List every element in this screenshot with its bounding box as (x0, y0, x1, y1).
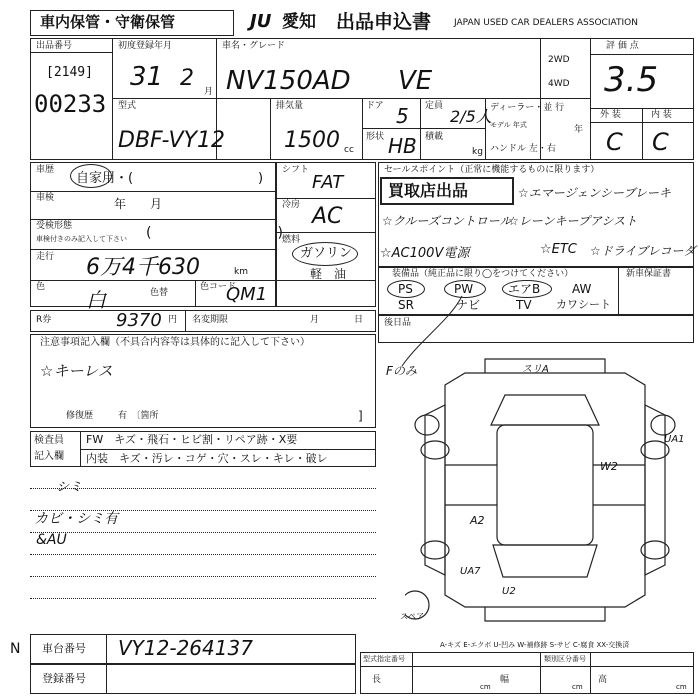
repair-value: 有 〔箇所 (118, 411, 159, 421)
dealer-label: ディーラー・並 行 (490, 103, 565, 113)
interior-label: 内 装 (651, 110, 672, 120)
equip-sr: SR (398, 298, 414, 312)
inspector-note-0: シミ (56, 480, 83, 495)
side-mark: N (10, 641, 21, 657)
color-code: QM1 (226, 284, 268, 305)
new-car-label: 新車保証書 (626, 269, 672, 279)
doors: 5 (396, 104, 409, 128)
shift-label: シフト (282, 165, 310, 175)
org-name-en: JAPAN USED CAR DEALERS ASSOCIATION (454, 18, 638, 28)
shape-label: 形状 (366, 132, 385, 142)
notes-value: ☆キーレス (40, 362, 113, 380)
mileage-label: 走行 (36, 252, 55, 262)
damage-mark-0: スリA (522, 364, 549, 375)
kg-unit: kg (472, 147, 483, 157)
height-cm: cm (676, 683, 687, 691)
car-history-value: 自家用・( (76, 171, 134, 186)
inspection-value: 年 月 (114, 197, 163, 211)
color-code-label: 色コード (200, 282, 237, 292)
sales-item-5: ☆ドライブレコーダ (590, 244, 696, 258)
name-grade-label: 車名・グレード (222, 41, 286, 51)
exterior-grade: C (606, 128, 623, 156)
inspector-row-2: 内装 キズ・汚レ・コゲ・穴・スレ・キレ・破レ (86, 452, 328, 465)
color-value: 白 (86, 288, 106, 312)
fuel-alt: 軽 油 (310, 267, 347, 281)
equip-navi: ナビ (456, 298, 481, 312)
year-unit: 年 (574, 125, 584, 135)
size-table (360, 652, 694, 694)
cooling-value: AC (312, 204, 343, 229)
lot-label: 出品番号 (36, 41, 73, 51)
lot-bracket: [2149] (46, 65, 93, 80)
capacity-label: 定員 (425, 101, 444, 111)
first-reg-year: 31 (130, 62, 164, 92)
tax-month: 月 (310, 315, 320, 325)
lot-number: 00233 (34, 90, 107, 118)
mileage-value: 6万4千630 (86, 255, 200, 280)
model-code: DBF-VY12 (118, 128, 226, 153)
month-unit: 月 (204, 87, 214, 97)
post-items-label: 後日品 (384, 318, 412, 328)
equip-aw: AW (572, 282, 592, 296)
tax-label: 名変期限 (192, 315, 229, 325)
displacement-label: 排気量 (276, 101, 304, 111)
equip-tv: TV (516, 298, 532, 312)
chassis-label: 車台番号 (42, 642, 86, 655)
maintenance-note: 車検付きのみ記入して下さい (36, 235, 127, 243)
interior-grade: C (652, 128, 669, 156)
reg-no-label: 登録番号 (42, 672, 86, 685)
repair-close: ] (358, 409, 363, 423)
ju-logo: JU (250, 11, 272, 32)
model-year-label: モデル 年式 (490, 121, 527, 129)
rating-score: 3.5 (604, 60, 659, 100)
storage-badge: 車内保管・守衛保管 (40, 13, 176, 31)
sales-item-0: ☆エマージェンシーブレーキ (518, 186, 671, 200)
repair-label: 修復歴 (66, 411, 94, 421)
maintenance-label: 受検形態 (36, 221, 73, 231)
exterior-label: 外 装 (600, 110, 621, 120)
equipment-note: Fのみ (386, 364, 417, 378)
handle-label: ハンドル 左・右 (490, 144, 556, 154)
rating-label: 評 価 点 (606, 41, 639, 51)
sales-highlight: 買取店出品 (388, 181, 469, 200)
inspector-label-2: 記入欄 (34, 451, 64, 462)
inspector-note-1: カビ・シミ有 (34, 511, 118, 527)
category-no-label: 類別区分番号 (544, 655, 586, 663)
recycle-label: R券 (36, 315, 52, 325)
shift-value: FAT (312, 172, 344, 193)
chassis-value: VY12-264137 (118, 636, 253, 660)
damage-mark-5: U2 (502, 586, 516, 597)
doors-label: ドア (366, 101, 384, 111)
damage-mark-4: UA7 (460, 566, 481, 577)
equipment-label: 装備品（純正品に限り◯をつけてください） (392, 269, 574, 279)
model-designation-label: 型式指定番号 (363, 655, 405, 663)
damage-mark-2: W2 (600, 460, 618, 473)
inspection-label: 車検 (36, 193, 55, 203)
inspector-label-1: 検査員 (34, 435, 64, 446)
drive-4wd: 4WD (548, 79, 570, 89)
org-name-ja: 愛知 (282, 12, 316, 32)
sales-points-label: セールスポイント（正常に機能するものに限ります） (384, 165, 600, 175)
capacity: 2/5人 (450, 107, 492, 126)
car-history-close: ) (258, 171, 264, 186)
shape: HB (388, 134, 417, 158)
width-label: 幅 (500, 675, 510, 685)
inspector-row-1: FW キズ・飛石・ヒビ割・リペア跡・X要 (86, 433, 298, 446)
load-label: 積載 (425, 132, 444, 142)
color-change-label: 色替 (150, 288, 169, 298)
sales-item-2: ☆レーンキープアシスト (508, 214, 638, 228)
km-unit: km (234, 267, 248, 277)
length-cm: cm (480, 683, 491, 691)
grade: VE (398, 66, 433, 96)
width-cm: cm (572, 683, 583, 691)
damage-mark-3: A2 (470, 514, 485, 527)
inspector-note-2: &AU (36, 532, 67, 548)
drive-2wd: 2WD (548, 55, 570, 65)
cc-unit: cc (344, 145, 354, 155)
fuel-label: 燃料 (282, 235, 301, 245)
damage-legend: A-キズ E-エクボ U-凹み W-補修跡 S-サビ C-腐食 XX-交換済 (440, 641, 630, 649)
equip-airbag: エアB (508, 282, 541, 296)
first-reg-label: 初度登録年月 (118, 41, 173, 51)
height-label: 高 (598, 675, 608, 685)
color-label: 色 (36, 282, 46, 292)
spare-label: スペア (400, 612, 424, 621)
maintenance-paren: ( ) (146, 225, 283, 241)
form-title: 出品申込書 (336, 11, 432, 33)
sales-item-4: ☆ETC (540, 242, 577, 257)
displacement: 1500 (284, 128, 340, 153)
length-label: 長 (372, 675, 382, 685)
model-name: NV150AD (226, 66, 351, 96)
fuel-value: ガソリン (300, 246, 353, 261)
car-history-label: 車歴 (36, 165, 55, 175)
recycle-value: 9370 (116, 310, 162, 331)
model-code-label: 型式 (118, 101, 137, 111)
sales-item-3: ☆AC100V電源 (380, 246, 470, 261)
notes-label: 注意事項記入欄（不具合内容等は具体的に記入して下さい） (40, 337, 310, 348)
sales-item-1: ☆クルーズコントロール (382, 214, 512, 228)
equip-seat: カワシート (556, 298, 611, 311)
yen-unit: 円 (168, 315, 178, 325)
equip-pw: PW (454, 282, 474, 296)
equip-ps: PS (398, 282, 413, 296)
first-reg-month: 2 (180, 66, 194, 91)
tax-day: 日 (354, 315, 364, 325)
car-damage-diagram (405, 355, 685, 635)
damage-mark-1: UA1 (664, 434, 685, 445)
cooling-label: 冷房 (282, 200, 301, 210)
